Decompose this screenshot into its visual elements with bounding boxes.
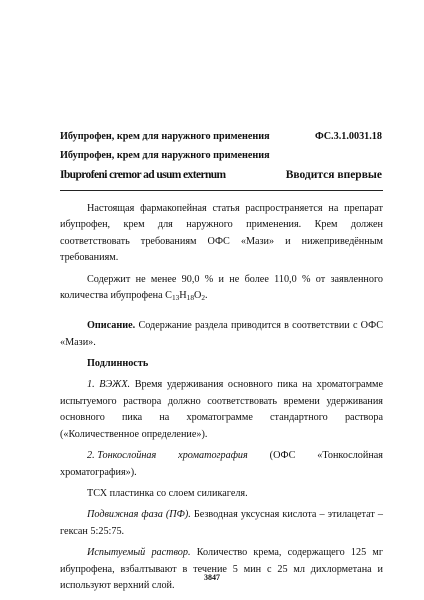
monograph-title-latin: Ibuprofeni cremor ad usum externum xyxy=(60,169,226,181)
authenticity-heading: Подлинность xyxy=(87,358,149,370)
mobile-phase-label: Подвижная фаза (ПФ). xyxy=(87,509,191,521)
description-label: Описание. xyxy=(87,320,136,332)
tlc-ref-continued: хроматография»). xyxy=(60,466,137,478)
tlc-paragraph xyxy=(60,448,383,464)
hplc-text: Время удерживания основного пика на хроматограмме испытуемого раствора должно соответствовать времени удерживания основного пика на хроматограмме стандартного раствора («Количественное определение»). xyxy=(60,379,383,440)
tlc-ref-2: «Тонкослойная xyxy=(317,450,383,462)
tlc-label-2: хроматография xyxy=(178,450,248,462)
hplc-label: 1. ВЭЖХ. xyxy=(87,379,131,391)
scope-paragraph: Настоящая фармакопейная статья распространяется на препарат ибупрофен, крем для наружного применения. Крем должен соответствовать требованиям ОФС «Мази» и нижеприведённым требованиям. xyxy=(60,203,383,264)
monograph-title-ru-repeat: Ибупрофен, крем для наружного применения xyxy=(60,150,270,161)
hplc-paragraph xyxy=(60,377,383,443)
monograph-title-ru: Ибупрофен, крем для наружного применения xyxy=(60,131,270,142)
content-text: Содержит не менее 90,0 % и не более 110,0 % от заявленного количества ибупрофена xyxy=(60,273,383,302)
chemical-formula: $C_{13}H_{18}O_2$. xyxy=(165,290,208,302)
test-solution-paragraph xyxy=(60,545,383,594)
introduction-status: Вводится впервые xyxy=(285,169,382,181)
monograph-body xyxy=(60,201,383,599)
mobile-phase-paragraph xyxy=(60,507,383,540)
mobile-phase-text: Безводная уксусная кислота – этилацетат – гексан 5:25:75. xyxy=(60,509,383,537)
monograph-header xyxy=(60,131,382,188)
page-number: 3847 xyxy=(204,573,220,582)
header-row-title xyxy=(60,131,382,150)
test-solution-text: Количество крема, содержащего 125 мг ибупрофена, взбалтывают в течение 5 мин с 25 мл дихлорметана и используют верхний слой. xyxy=(60,547,383,591)
test-solution-label: Испытуемый раствор. xyxy=(87,547,191,559)
content-paragraph xyxy=(60,272,383,307)
header-divider xyxy=(60,190,383,191)
header-row-latin xyxy=(60,169,382,188)
tlc-line xyxy=(60,448,383,464)
monograph-code: ФС.3.1.0031.18 xyxy=(314,131,382,142)
tlc-ref-1: (ОФС xyxy=(269,450,296,462)
header-row-title-repeat xyxy=(60,150,382,169)
tlc-label-1: 2. Тонкослойная xyxy=(87,450,157,462)
description-paragraph xyxy=(60,318,383,351)
tlc-plate-paragraph: ТСХ пластинка со слоем силикагеля. xyxy=(87,487,248,499)
description-text: Содержание раздела приводится в соответствии с ОФС «Мази». xyxy=(60,320,384,348)
